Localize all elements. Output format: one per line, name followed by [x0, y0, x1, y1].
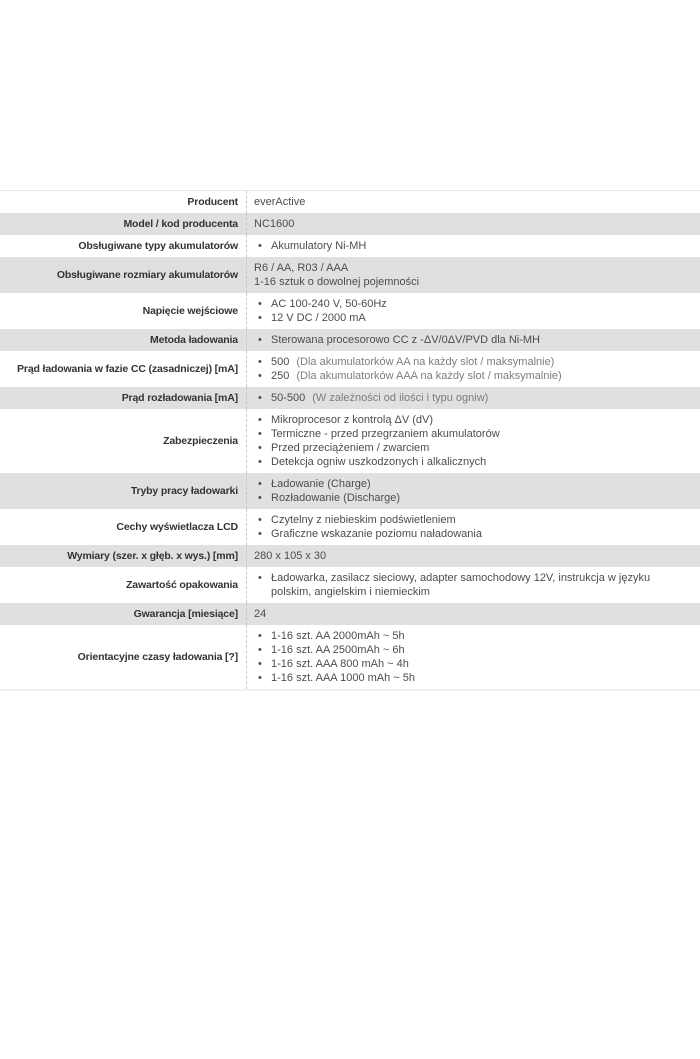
table-row: [0, 351, 700, 387]
table-row: [0, 257, 700, 293]
value-text: AC 100-240 V, 50-60Hz: [271, 298, 387, 310]
value-text: Rozładowanie (Discharge): [271, 492, 401, 504]
value-line: [254, 195, 690, 209]
row-label: Cechy wyświetlacza LCD: [116, 521, 238, 533]
value-line: [254, 239, 690, 253]
value-text: 1-16 szt. AAA 1000 mAh ~ 5h: [271, 672, 416, 684]
bullet-marker-icon: •: [258, 528, 262, 540]
value-line: [254, 491, 690, 505]
row-label: Orientacyjne czasy ładowania [?]: [77, 651, 238, 663]
value-text: 1-16 sztuk o dowolnej pojemności: [254, 276, 420, 288]
value-note: (W zależności od ilości i typu ogniw): [312, 392, 489, 404]
value-line: [254, 311, 690, 325]
value-line: [254, 657, 690, 671]
value-text: Mikroprocesor z kontrolą ΔV (dV): [271, 414, 434, 426]
value-line: [254, 571, 690, 599]
bullet-marker-icon: •: [258, 414, 262, 426]
bullet-marker-icon: •: [258, 312, 262, 324]
row-label: Obsługiwane rozmiary akumulatorów: [56, 269, 238, 281]
row-label: Tryby pracy ładowarki: [130, 485, 238, 497]
table-row: [0, 293, 700, 329]
row-label: Obsługiwane typy akumulatorów: [78, 240, 238, 252]
value-line: [254, 413, 690, 427]
row-value: [246, 473, 700, 509]
value-line: [254, 513, 690, 527]
row-value: [246, 509, 700, 545]
table-row: [0, 625, 700, 689]
value-text: Przed przeciążeniem / zwarciem: [271, 442, 430, 454]
bullet-marker-icon: •: [258, 514, 262, 526]
value-text: NC1600: [254, 218, 295, 230]
value-text: 24: [254, 608, 267, 620]
value-text: 1-16 szt. AA 2000mAh ~ 5h: [271, 630, 405, 642]
bullet-marker-icon: •: [258, 672, 262, 684]
value-line: [254, 333, 690, 347]
row-value: [246, 545, 700, 567]
value-text: everActive: [254, 196, 306, 208]
row-value: [246, 387, 700, 409]
value-note: (Dla akumulatorków AAA na każdy slot / maksymalnie): [296, 370, 562, 382]
bullet-marker-icon: •: [258, 392, 262, 404]
value-line: [254, 671, 690, 685]
value-line: [254, 629, 690, 643]
bullet-marker-icon: •: [258, 630, 262, 642]
value-line: [254, 441, 690, 455]
value-line: [254, 427, 690, 441]
row-value: [246, 625, 700, 689]
value-text: Termiczne - przed przegrzaniem akumulatorów: [271, 428, 500, 440]
row-value: [246, 257, 700, 293]
table-row: [0, 213, 700, 235]
value-line: [254, 355, 690, 369]
bullet-marker-icon: •: [258, 370, 262, 382]
row-label: Model / kod producenta: [123, 218, 238, 230]
row-label: Prąd ładowania w fazie CC (zasadniczej) [mA]: [17, 363, 238, 375]
bullet-marker-icon: •: [258, 658, 262, 670]
bullet-marker-icon: •: [258, 240, 262, 252]
bullet-marker-icon: •: [258, 644, 262, 656]
row-label: Napięcie wejściowe: [142, 305, 238, 317]
value-line: [254, 297, 690, 311]
bullet-marker-icon: •: [258, 492, 262, 504]
value-text: Graficzne wskazanie poziomu naładowania: [271, 528, 482, 540]
row-value: [246, 567, 700, 603]
value-line: [254, 477, 690, 491]
value-note: (Dla akumulatorków AA na każdy slot / maksymalnie): [296, 356, 555, 368]
row-value: [246, 351, 700, 387]
value-text: Detekcja ogniw uszkodzonych i alkalicznych: [271, 456, 487, 468]
bullet-marker-icon: •: [258, 356, 262, 368]
bullet-marker-icon: •: [258, 428, 262, 440]
row-label: Wymiary (szer. x głęb. x wys.) [mm]: [67, 550, 238, 562]
value-text: 1-16 szt. AA 2500mAh ~ 6h: [271, 644, 405, 656]
value-line: [254, 607, 690, 621]
value-text: 280 x 105 x 30: [254, 550, 327, 562]
bullet-marker-icon: •: [258, 298, 262, 310]
value-line: [254, 391, 690, 405]
value-text: R6 / AA, R03 / AAA: [254, 262, 349, 274]
value-text: Czytelny z niebieskim podświetleniem: [271, 514, 456, 526]
value-line: [254, 369, 690, 383]
value-text: 500: [271, 356, 290, 368]
row-label: Zawartość opakowania: [126, 579, 238, 591]
value-text: 12 V DC / 2000 mA: [271, 312, 366, 324]
value-text: Sterowana procesorowo CC z -ΔV/0ΔV/PVD dla Ni-MH: [271, 334, 541, 346]
table-row: [0, 545, 700, 567]
value-text: Akumulatory Ni-MH: [271, 240, 367, 252]
bullet-marker-icon: •: [258, 456, 262, 468]
value-line: [254, 549, 690, 563]
table-row: [0, 409, 700, 473]
row-value: [246, 329, 700, 351]
value-line: [254, 217, 690, 231]
bullet-marker-icon: •: [258, 334, 262, 346]
row-value: [246, 603, 700, 625]
value-line: [254, 275, 690, 289]
row-label: Prąd rozładowania [mA]: [121, 392, 238, 404]
table-row: [0, 567, 700, 603]
row-value: [246, 213, 700, 235]
bullet-marker-icon: •: [258, 442, 262, 454]
value-text: 1-16 szt. AAA 800 mAh ~ 4h: [271, 658, 409, 670]
value-text: Ładowarka, zasilacz sieciowy, adapter samochodowy 12V, instrukcja w języku polskim, angielskim i niemieckim: [271, 572, 651, 598]
row-label: Producent: [187, 196, 238, 208]
table-row: [0, 235, 700, 257]
spec-table: [0, 190, 700, 691]
value-line: [254, 527, 690, 541]
row-value: [246, 191, 700, 213]
table-row: [0, 509, 700, 545]
bullet-marker-icon: •: [258, 478, 262, 490]
table-row: [0, 603, 700, 625]
value-line: [254, 643, 690, 657]
value-text: 50-500: [271, 392, 306, 404]
row-label: Metoda ładowania: [149, 334, 238, 346]
table-row: [0, 473, 700, 509]
table-row: [0, 329, 700, 351]
row-value: [246, 409, 700, 473]
value-line: [254, 261, 690, 275]
value-line: [254, 455, 690, 469]
table-row: [0, 191, 700, 213]
value-text: Ładowanie (Charge): [271, 478, 371, 490]
bullet-marker-icon: •: [258, 572, 262, 584]
row-label: Gwarancja [miesiące]: [133, 608, 238, 620]
value-text: 250: [271, 370, 290, 382]
table-row: [0, 387, 700, 409]
row-value: [246, 293, 700, 329]
row-label: Zabezpieczenia: [163, 435, 238, 447]
row-value: [246, 235, 700, 257]
